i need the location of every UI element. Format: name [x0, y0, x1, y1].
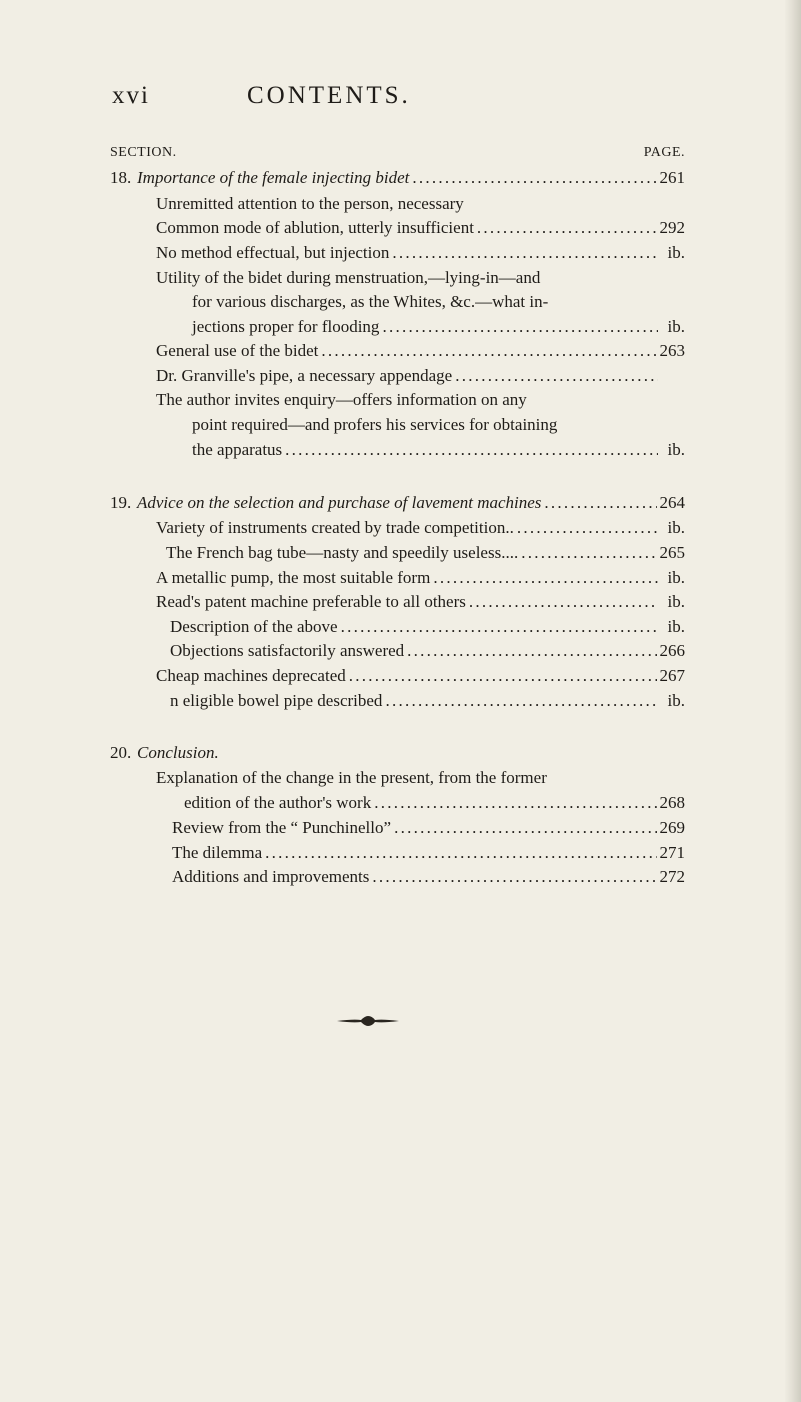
toc-entry: [156, 768, 685, 792]
toc-entry: [156, 390, 685, 414]
entry-text: Additions and improvements: [172, 867, 370, 886]
toc-entry: [156, 518, 685, 542]
section-title: Advice on the selection and purchase of lavement machines: [137, 493, 542, 512]
entry-text: The French bag tube—nasty and speedily useless....: [166, 543, 519, 562]
section-column-heading: SECTION.: [110, 145, 177, 160]
dot-leader: [385, 691, 658, 711]
toc-entry: [172, 843, 685, 867]
toc-entry: [184, 793, 685, 817]
dot-leader: [265, 843, 656, 863]
page-folio: xvi: [112, 82, 150, 109]
running-header: [112, 82, 672, 116]
page-edge: [785, 0, 801, 1402]
toc-entry: [156, 592, 685, 616]
page-number: ib.: [667, 440, 685, 459]
dot-leader: [374, 793, 656, 813]
toc-entry: [172, 867, 685, 891]
entry-text: A metallic pump, the most suitable form: [156, 568, 431, 587]
page-number: ib.: [667, 617, 685, 636]
dot-leader: [477, 218, 657, 238]
entry-text: Objections satisfactorily answered: [170, 641, 405, 660]
section-heading-20: [110, 743, 685, 767]
dot-leader: [392, 243, 658, 263]
section-title: Conclusion.: [137, 743, 219, 762]
toc-entry: [170, 691, 685, 715]
entry-text: General use of the bidet: [156, 341, 319, 360]
section-heading-18: [110, 168, 685, 192]
page-number: 292: [659, 218, 685, 237]
page-number: 266: [659, 641, 685, 660]
dot-leader: [469, 592, 658, 612]
dot-leader: [382, 317, 658, 337]
entry-text: jections proper for flooding: [192, 317, 380, 336]
page-number: ib.: [667, 568, 685, 587]
dot-leader: [285, 440, 658, 460]
dot-leader: [433, 568, 658, 588]
toc-entry: [156, 341, 685, 365]
toc-entry: [156, 243, 685, 267]
page-number: 269: [659, 818, 685, 837]
dot-leader: [521, 543, 656, 563]
page-number: ib.: [667, 317, 685, 336]
toc-entry: [166, 543, 685, 567]
dot-leader: [544, 493, 656, 513]
toc-entry: [156, 568, 685, 592]
toc-entry: [170, 617, 685, 641]
dot-leader: [372, 867, 656, 887]
entry-text: Variety of instruments created by trade competition..: [156, 518, 514, 537]
entry-text: The dilemma: [172, 843, 263, 862]
entry-text: No method effectual, but injection: [156, 243, 390, 262]
page-number: 264: [659, 493, 685, 512]
entry-text: point required—and profers his services for obtaining: [192, 415, 558, 434]
entry-text: Read's patent machine preferable to all others: [156, 592, 466, 611]
entry-text: Description of the above: [170, 617, 338, 636]
toc-entry: [156, 366, 685, 390]
dot-leader: [412, 168, 656, 188]
toc-entry: [192, 317, 685, 341]
entry-text: Cheap machines deprecated: [156, 666, 346, 685]
toc-entry: [156, 268, 685, 292]
page-number: ib.: [667, 592, 685, 611]
page-number: 265: [659, 543, 685, 562]
page-title: CONTENTS.: [247, 82, 411, 109]
dot-leader: [349, 666, 657, 686]
page-column-heading: PAGE.: [643, 145, 685, 160]
dot-leader: [407, 641, 656, 661]
dot-leader: [394, 818, 656, 838]
entry-text: edition of the author's work: [184, 793, 372, 812]
section-number: 20.: [110, 743, 132, 762]
column-headings: [110, 145, 685, 165]
section-number: 19.: [110, 493, 132, 512]
page-number: ib.: [667, 518, 685, 537]
page-number: 263: [659, 341, 685, 360]
page-number: 271: [659, 843, 685, 862]
toc-entry: [156, 194, 685, 218]
end-ornament: [337, 1014, 399, 1028]
entry-text: Review from the “ Punchinello”: [172, 818, 392, 837]
section-heading-19: [110, 493, 685, 517]
toc-entry: [156, 218, 685, 242]
page-number: 267: [659, 666, 685, 685]
entry-text: for various discharges, as the Whites, &c.—what in-: [192, 292, 549, 311]
entry-text: n eligible bowel pipe described: [170, 691, 383, 710]
dot-leader: [341, 617, 658, 637]
toc-entry: [192, 440, 685, 464]
entry-text: Common mode of ablution, utterly insufficient: [156, 218, 474, 237]
entry-text: Explanation of the change in the present, from the former: [156, 768, 547, 787]
toc-entry: [156, 666, 685, 690]
dot-leader: [455, 366, 658, 386]
section-title: Importance of the female injecting bidet: [137, 168, 410, 187]
toc-entry: [170, 641, 685, 665]
entry-text: Dr. Granville's pipe, a necessary appendage: [156, 366, 453, 385]
page-number: 272: [659, 867, 685, 886]
entry-text: Unremitted attention to the person, necessary: [156, 194, 464, 213]
section-number: 18.: [110, 168, 132, 187]
page-number: ib.: [667, 691, 685, 710]
page-number: 261: [659, 168, 685, 187]
page-number: 268: [659, 793, 685, 812]
entry-text: The author invites enquiry—offers information on any: [156, 390, 527, 409]
entry-text: Utility of the bidet during menstruation,—lying-in—and: [156, 268, 541, 287]
toc-entry: [192, 292, 685, 316]
dot-leader: [321, 341, 656, 361]
toc-entry: [192, 415, 685, 439]
page-number: ib.: [667, 243, 685, 262]
dot-leader: [517, 518, 658, 538]
toc-entry: [172, 818, 685, 842]
entry-text: the apparatus: [192, 440, 283, 459]
